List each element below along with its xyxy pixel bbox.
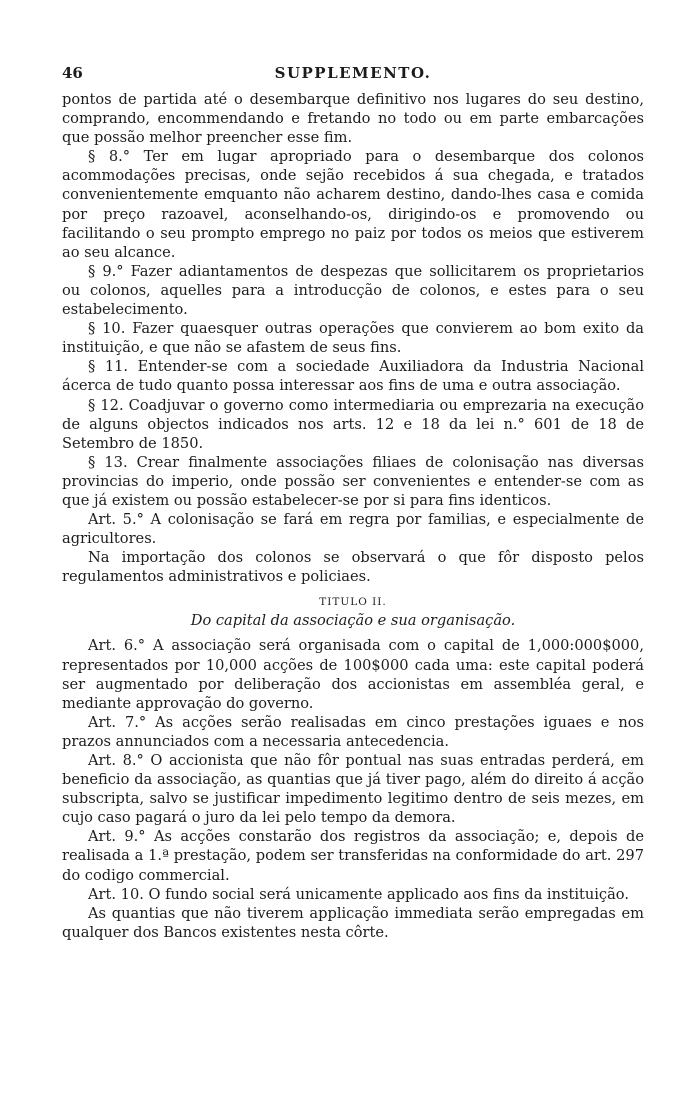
- page-header: [62, 60, 644, 90]
- book-page: [62, 60, 644, 942]
- paragraph: § 11. Entender-se com a sociedade Auxiliadora da Industria Nacional ácerca de tudo quanto possa interessar aos fins de uma e outra associação.: [62, 358, 644, 395]
- paragraph: § 12. Coadjuvar o governo como intermediaria ou emprezaria na execução de alguns objectos indicados nos arts. 12 e 18 da lei n.° 601 de 18 de Setembro de 1850.: [62, 396, 644, 452]
- section-label: TITULO II.: [319, 596, 387, 609]
- paragraph: Art. 5.° A colonisação se fará em regra por familias, e especialmente de agricultores.: [62, 511, 644, 548]
- paragraph: § 9.° Fazer adiantamentos de despezas que sollicitarem os proprietarios ou colonos, aquelles para a introducção de colonos, e estes para o seu estabelecimento.: [62, 262, 644, 319]
- body-text-part1: [62, 90, 644, 586]
- paragraph: § 8.° Ter em lugar apropriado para o desembarque dos colonos acommodações precisas, onde sejão recebidos á sua chegada, e tratados convenientemente emquanto não acharem destino, dando-lhes casa e comida por preço razoavel, aconselhando-os, dirigindo-os e promovendo ou facilitando o seu prompto emprego no paiz por todos os meios que estiverem ao seu alcance.: [62, 148, 644, 261]
- paragraph: Art. 10. O fundo social será unicamente applicado aos fins da instituição.: [88, 885, 629, 903]
- body-text-part2: [62, 636, 644, 942]
- paragraph: § 10. Fazer quaesquer outras operações que convierem ao bom exito da instituição, e que não se afastem de seus fins.: [62, 320, 644, 357]
- section-title-block: [62, 594, 644, 632]
- paragraph: Art. 9.° As acções constarão dos registros da associação; e, depois de realisada a 1.ª prestação, podem ser transferidas na conformidade do art. 297 do codigo commercial.: [62, 828, 644, 884]
- paragraph: Art. 6.° A associação será organisada com o capital de 1,000:000$000, representados por 10,000 acções de 100$000 cada uma: este capital poderá ser augmentado por deliberação dos accionistas em assembléa geral, e mediante approvação do governo.: [62, 637, 644, 712]
- paragraph: pontos de partida até o desembarque definitivo nos lugares do seu destino, comprando, encommendando e fretando no todo ou em parte embarcações que possão melhor preencher esse fim.: [62, 91, 644, 147]
- paragraph: As quantias que não tiverem applicação immediata serão empregadas em qualquer dos Bancos existentes nesta côrte.: [62, 904, 644, 941]
- paragraph: Na importação dos colonos se observará o que fôr disposto pelos regulamentos administrativos e policiaes.: [62, 549, 644, 586]
- paragraph: Art. 8.° O accionista que não fôr pontual nas suas entradas perderá, em beneficio da associação, as quantias que já tiver pago, além do direito á acção subscripta, salvo se justificar impedimento legitimo dentro de seis mezes, em cujo caso pagará o juro da lei pelo tempo da demora.: [62, 752, 644, 827]
- page-number: 46: [62, 64, 83, 82]
- section-subtitle: Do capital da associação e sua organisação.: [190, 612, 516, 630]
- paragraph: Art. 7.° As acções serão realisadas em cinco prestações iguaes e nos prazos annunciados com a necessaria antecedencia.: [62, 713, 644, 750]
- running-head: SUPPLEMENTO.: [274, 64, 432, 82]
- paragraph: § 13. Crear finalmente associações filiaes de colonisação nas diversas provincias do imperio, onde possão ser convenientes e entender-se com as que já existem ou possão estabelecer-se por si para fins identicos.: [62, 453, 644, 509]
